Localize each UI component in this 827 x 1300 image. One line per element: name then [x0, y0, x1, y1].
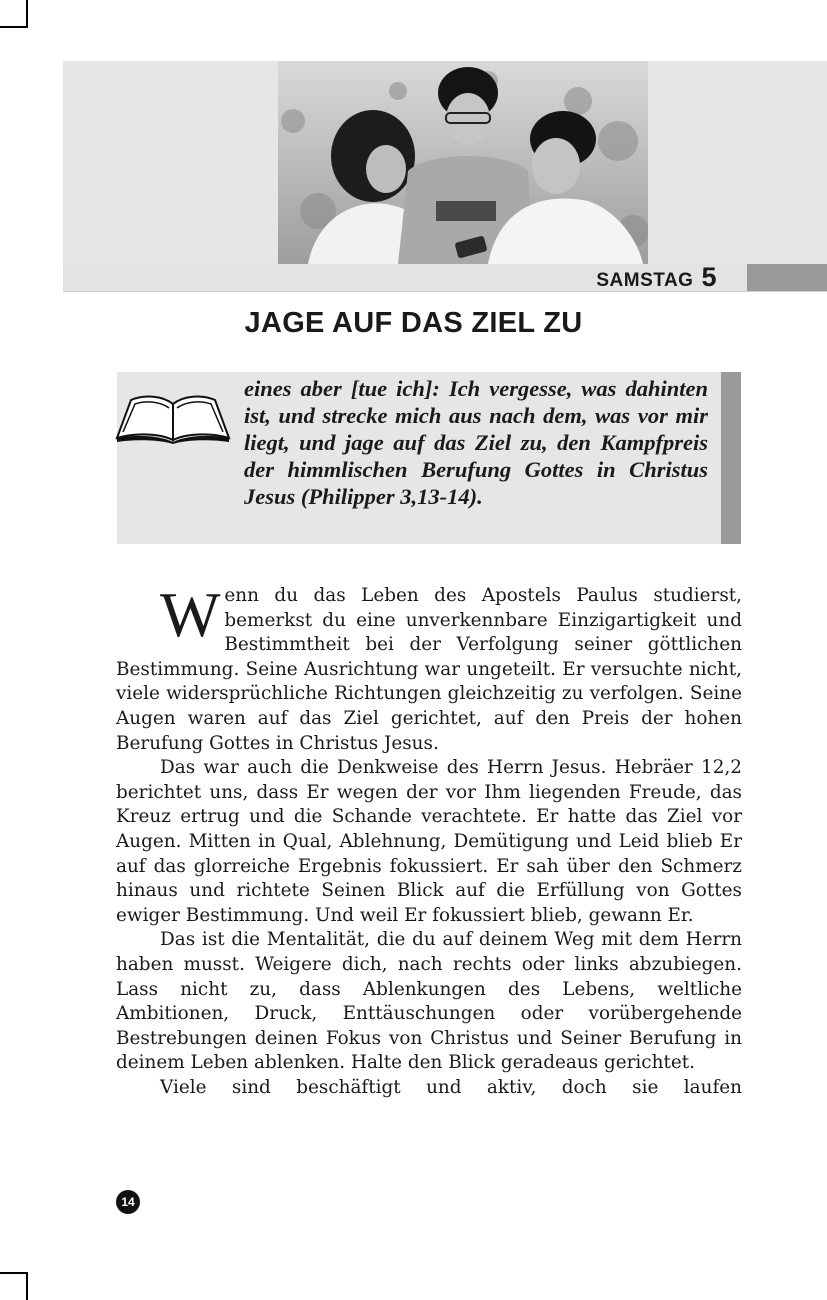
paragraph-text: enn du das Leben des Apostels Paulus studierst, bemerkst du eine unverkennbare Einzigartigkeit und Bestimmtheit bei der Verfolgung seiner göttlichen Bestimmung. Seine Ausrichtung war ungeteilt. Er versuchte nicht, viele widersprüchliche Richtungen gleichzeitig zu verfolgen. Seine Augen waren auf das Ziel gerichtet, auf den Preis der hohen Berufung Gottes in Christus Jesus.: [116, 585, 742, 754]
header-photo: [278, 61, 648, 264]
day-tab: [747, 264, 827, 291]
day-number: 5: [701, 262, 717, 292]
drop-cap: W: [160, 579, 221, 650]
page-number: 14: [116, 1190, 140, 1214]
page-title: JAGE AUF DAS ZIEL ZU: [244, 307, 583, 339]
day-name: SAMSTAG: [596, 270, 694, 291]
paragraph: Viele sind beschäftigt und aktiv, doch sie laufen: [160, 1076, 742, 1098]
paragraph: Das ist die Mentalität, die du auf deinem Weg mit dem Herrn haben musst. Weigere dich, nach rechts oder links abzubiegen. Lass nicht zu, dass Ablenkungen des Lebens, weltliche Ambitionen, Druck, Enttäuschungen oder vorübergehende Bestrebungen deinen Fokus von Christus und Seiner Berufung in deinem Leben ablenken. Halte den Blick geradeaus gerichtet.: [116, 929, 742, 1074]
paragraph: [116, 579, 742, 756]
open-book-icon: [115, 392, 231, 444]
day-label: [596, 262, 717, 292]
paragraph: Das war auch die Denkweise des Herrn Jesus. Hebräer 12,2 berichtet uns, dass Er wegen der vor Ihm liegenden Freude, das Kreuz ertrug und die Schande verachtete. Er hatte das Ziel vor Augen. Mitten in Qual, Ablehnung, Demütigung und Leid blieb Er auf das glorreiche Ergebnis fokussiert. Er sah über den Schmerz hinaus und richtete Seinen Blick auf die Erfüllung von Gottes ewiger Bestimmung. Und weil Er fokussiert blieb, gewann Er.: [116, 757, 742, 926]
crop-mark-top: [26, 0, 28, 28]
crop-mark-bottom: [0, 1272, 28, 1274]
verse-text: eines aber [tue ich]: Ich vergesse, was dahinten ist, und strecke mich aus nach dem, was vor mir liegt, und jage auf das Ziel zu, den Kampfpreis der himmlischen Berufung Gottes in Christus Jesus (Philipper 3,13-14).: [244, 376, 708, 509]
verse-stripe: [721, 372, 741, 544]
body-text: [116, 579, 742, 1100]
crop-mark-bottom: [26, 1272, 28, 1300]
crop-mark-top: [0, 26, 28, 28]
